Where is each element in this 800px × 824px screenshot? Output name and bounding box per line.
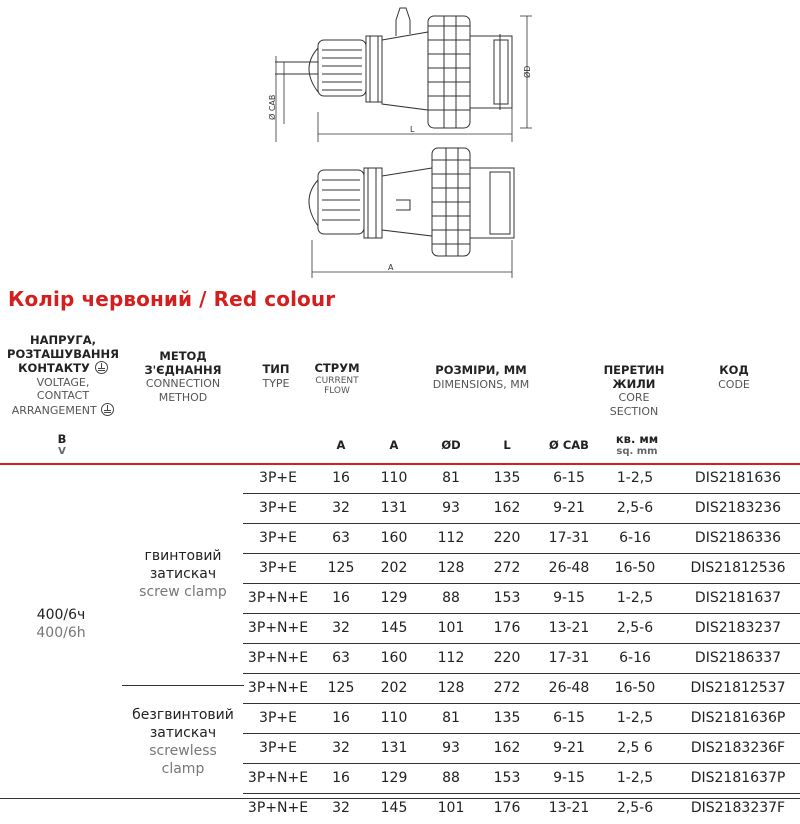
l-cell: 162 [493,740,521,756]
core-cell: 16-50 [614,560,656,576]
table-row [243,494,800,524]
d-cell: 93 [442,740,460,756]
a-cell: 131 [380,500,408,516]
a-cell: 129 [380,770,408,786]
table-row [243,764,800,794]
table-row [243,554,800,584]
unit-core: кв. мм sq. mm [615,432,659,457]
a-dim-label: A [388,263,394,272]
cab-dim-label: Ø CAB [268,94,277,120]
current-cell: 63 [332,530,350,546]
d-cell: 112 [437,650,465,666]
a-cell: 202 [380,560,408,576]
core-cell: 2,5 6 [617,740,653,756]
unit-cab: Ø CAB [549,438,589,452]
unit-a: A [389,438,399,452]
code-cell: DIS2181637 [694,590,782,606]
a-cell: 131 [380,740,408,756]
d-cell: 93 [442,500,460,516]
l-cell: 153 [493,590,521,606]
code-cell: DIS2183236 [694,500,782,516]
table-row [243,464,800,494]
l-cell: 220 [493,650,521,666]
header-current: СТРУМ CURRENT FLOW [314,361,360,396]
d-cell: 88 [442,770,460,786]
screwless-clamp-group-label: безгвинтовий затискач screwless clamp [132,707,234,777]
cab-cell: 13-21 [548,620,590,636]
table-row [243,794,800,824]
code-cell: DIS21812537 [690,680,786,696]
table-row [243,614,800,644]
ground-icon [95,361,108,374]
code-cell: DIS2183237F [690,800,786,816]
type-cell: 3P+E [259,530,297,546]
d-cell: 88 [442,590,460,606]
screw-clamp-group-label: гвинтовий затискач screw clamp [139,548,227,600]
code-cell: DIS2181637P [690,770,786,786]
code-cell: DIS2186336 [694,530,782,546]
core-cell: 1-2,5 [616,710,654,726]
a-cell: 145 [380,620,408,636]
d-cell: 101 [437,800,465,816]
unit-current: A [336,438,346,452]
d-cell: 101 [437,620,465,636]
l-cell: 176 [493,800,521,816]
l-cell: 162 [493,500,521,516]
type-cell: 3P+N+E [247,770,309,786]
code-cell: DIS2186337 [694,650,782,666]
type-cell: 3P+E [259,710,297,726]
voltage-group-label: 400/6ч 400/6h [36,607,86,641]
table-row [243,704,800,734]
cab-cell: 13-21 [548,800,590,816]
type-cell: 3P+N+E [247,590,309,606]
current-cell: 16 [332,590,350,606]
d-cell: 112 [437,530,465,546]
core-cell: 2,5-6 [616,500,654,516]
header-dimensions: РОЗМІРИ, ММ DIMENSIONS, MM [432,363,530,391]
a-cell: 129 [380,590,408,606]
current-cell: 125 [327,680,355,696]
technical-drawings [0,0,800,280]
code-cell: DIS2183236F [690,740,786,756]
core-cell: 1-2,5 [616,590,654,606]
type-cell: 3P+E [259,740,297,756]
cab-cell: 17-31 [548,530,590,546]
cab-cell: 6-15 [553,470,585,486]
table-row [243,584,800,614]
cab-cell: 26-48 [548,560,590,576]
l-cell: 272 [493,680,521,696]
current-cell: 16 [332,770,350,786]
a-cell: 145 [380,800,408,816]
type-cell: 3P+E [259,500,297,516]
header-voltage: НАПРУГА, РОЗТАШУВАННЯ КОНТАКТУ VOLTAGE, CONTACT ARRANGEMENT [7,333,119,417]
code-cell: DIS2181636P [690,710,786,726]
current-cell: 32 [332,500,350,516]
unit-l: L [503,438,511,452]
type-cell: 3P+E [259,560,297,576]
cab-cell: 9-21 [553,500,585,516]
l-cell: 220 [493,530,521,546]
cab-cell: 9-15 [553,590,585,606]
core-cell: 6-16 [619,650,651,666]
header-code: КОД CODE [718,363,750,391]
plug-side-view [275,8,532,142]
core-cell: 1-2,5 [616,770,654,786]
section-title: Колір червоний / Red colour [8,287,336,311]
type-cell: 3P+N+E [247,620,309,636]
d-dim-label: ØD [523,65,532,78]
table-row [243,734,800,764]
a-cell: 202 [380,680,408,696]
d-cell: 128 [437,680,465,696]
header-method: МЕТОД З'ЄДНАННЯ CONNECTION METHOD [144,349,222,404]
core-cell: 2,5-6 [616,620,654,636]
l-dim-label: L [410,125,415,134]
header-core-section: ПЕРЕТИН ЖИЛИ CORE SECTION [603,363,665,418]
cab-cell: 26-48 [548,680,590,696]
code-cell: DIS2181636 [694,470,782,486]
a-cell: 110 [380,470,408,486]
core-cell: 1-2,5 [616,470,654,486]
table-row [243,674,800,704]
type-cell: 3P+N+E [247,650,309,666]
a-cell: 160 [380,530,408,546]
current-cell: 32 [332,800,350,816]
d-cell: 81 [442,470,460,486]
core-cell: 16-50 [614,680,656,696]
type-cell: 3P+E [259,470,297,486]
type-cell: 3P+N+E [247,680,309,696]
current-cell: 125 [327,560,355,576]
cab-cell: 17-31 [548,650,590,666]
type-cell: 3P+N+E [247,800,309,816]
cab-cell: 9-15 [553,770,585,786]
l-cell: 272 [493,560,521,576]
table-row [243,524,800,554]
plug-drawing [0,0,800,280]
core-cell: 6-16 [619,530,651,546]
d-cell: 81 [442,710,460,726]
code-cell: DIS21812536 [690,560,786,576]
cab-cell: 6-15 [553,710,585,726]
header-type: ТИП TYPE [262,362,290,390]
current-cell: 16 [332,470,350,486]
unit-voltage: В V [57,432,67,457]
d-cell: 128 [437,560,465,576]
current-cell: 16 [332,710,350,726]
core-cell: 2,5-6 [616,800,654,816]
l-cell: 135 [493,470,521,486]
ground-icon [101,403,114,416]
code-cell: DIS2183237 [694,620,782,636]
current-cell: 32 [332,740,350,756]
cab-cell: 9-21 [553,740,585,756]
l-cell: 176 [493,620,521,636]
unit-d: ØD [441,438,461,452]
plug-front-view [309,148,514,278]
a-cell: 110 [380,710,408,726]
current-cell: 63 [332,650,350,666]
l-cell: 153 [493,770,521,786]
a-cell: 160 [380,650,408,666]
current-cell: 32 [332,620,350,636]
l-cell: 135 [493,710,521,726]
group-divider [122,685,244,686]
table-row [243,644,800,674]
